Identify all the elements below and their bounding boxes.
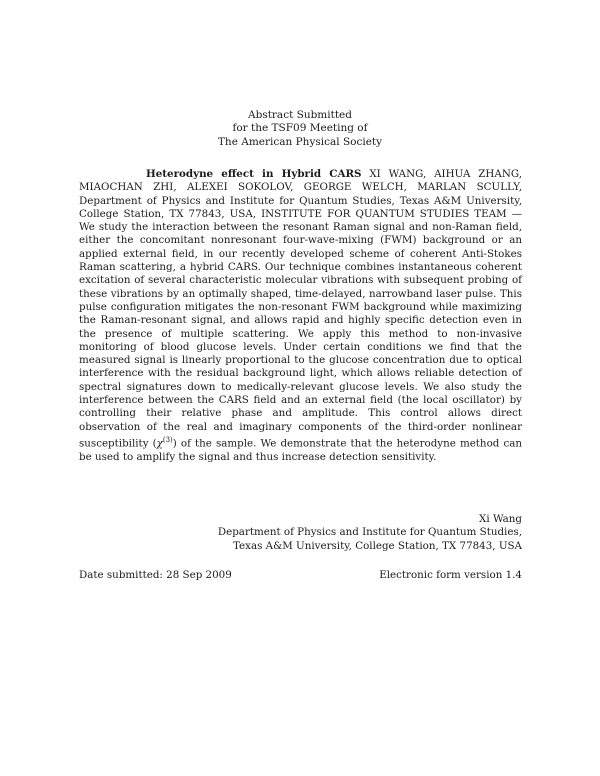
header-line-1: Abstract Submitted (248, 109, 352, 121)
abstract-authors: XI WANG, AIHUA ZHANG, MIAOCHAN ZHI, ALEXEI SOKOLOV, GEORGE WELCH, MARLAN SCULLY, (79, 168, 522, 194)
abstract-title: Heterodyne effect in Hybrid CARS (146, 168, 362, 180)
header-line-3: The American Physical Society (217, 135, 383, 148)
abstract-affiliation: Department of Physics and Institute for Quantum Studies, Texas A&M University, College Station, TX 77843, USA, INSTITUTE FOR QUANTUM STUDIES TEAM (79, 194, 522, 220)
abstract-body-2: ) of the sample. We demonstrate that the heterodyne method can be used to amplify the signal and thus increase detection sensitivity. (79, 437, 522, 463)
signature-name: Xi Wang (479, 513, 522, 525)
chi-symbol: χ (156, 437, 163, 450)
header-line-2: for the TSF09 Meeting of (232, 122, 368, 135)
abstract-block (79, 168, 522, 464)
signature-block (218, 513, 522, 553)
signature-address: Texas A&M University, College Station, TX 77843, USA (232, 539, 522, 552)
submission-header (0, 109, 600, 149)
signature-dept: Department of Physics and Institute for Quantum Studies, (217, 526, 522, 539)
form-version: Electronic form version 1.4 (379, 569, 522, 581)
chi-order: (3) (162, 435, 173, 444)
abstract-body-1: — We study the interaction between the resonant Raman signal and non-Raman field, either the concomitant nonresonant four-wave-mixing (FWM) background or an applied external field, in our recently developed scheme of coherent Anti-Stokes Raman scattering, a hybrid CARS. Our technique combines instantaneous coherent excitation of several characteristic molecular vibrations with subsequent probing of these vibrations by an optimally shaped, time-delayed, narrowband laser pulse. This pulse configuration mitigates the non-resonant FWM background while maximizing the Raman-resonant signal, and allows rapid and highly specific detection even in the presence of multiple scattering. We apply this method to non-invasive monitoring of blood glucose levels. Under certain conditions we find that the measured signal is linearly proportional to the glucose concentration due to optical interference with the residual background light, which allows reliable detection of spectral signatures down to medically-relevant glucose levels. We also study the interference between the CARS field and an external field (the local oscillator) by controlling their relative phase and amplitude. This control allows direct observation of the real and imaginary components of the third-order nonlinear susceptibility ( (79, 207, 523, 450)
date-submitted: Date submitted: 28 Sep 2009 (79, 569, 232, 581)
